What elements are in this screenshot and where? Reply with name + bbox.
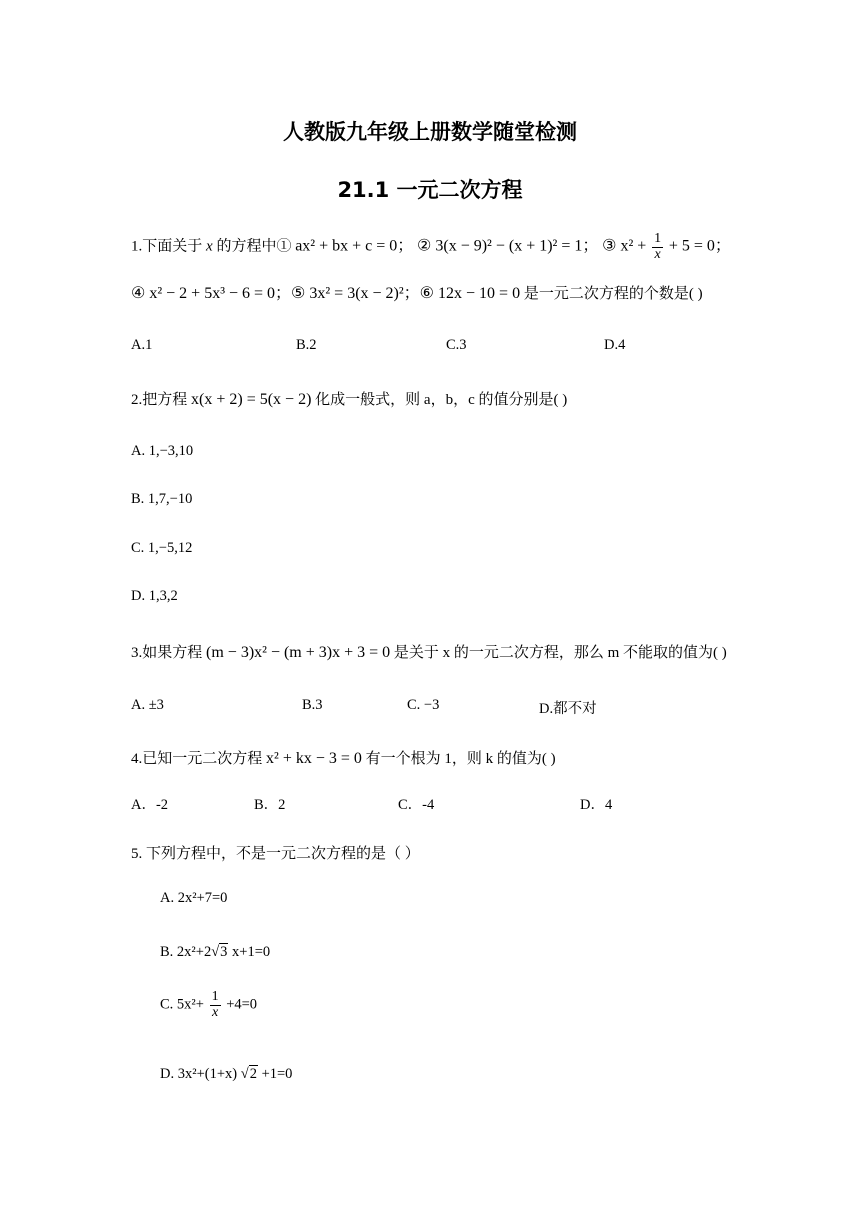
q4-equation: x² + kx − 3 = 0 — [266, 750, 362, 767]
q2-prefix: 2.把方程 — [131, 392, 188, 408]
q4-prefix: 4.已知一元二次方程 — [131, 751, 263, 767]
q3-equation: (m − 3)x² − (m + 3)x + 3 = 0 — [206, 644, 391, 661]
q1-mid: 的方程中① — [216, 238, 292, 255]
q5-option-c-numerator: 1 — [211, 989, 219, 1004]
q3-option-a[interactable]: A. ±3 — [131, 697, 164, 713]
q5-option-c-suffix: +4=0 — [226, 996, 258, 1013]
q1-equation-3-prefix: ③ x² + — [602, 237, 647, 255]
q2-suffix: 化成一般式，则 a，b，c 的值分别是( ) — [315, 392, 568, 408]
q5-option-d[interactable] — [160, 1066, 292, 1083]
q1-option-a[interactable]: A.1 — [131, 337, 153, 353]
q4-option-b[interactable]: B．2 — [254, 797, 286, 813]
q4-option-c[interactable]: C．-4 — [398, 797, 435, 813]
q3-suffix: 是关于 x 的一元二次方程，那么 m 不能取的值为( ) — [393, 645, 727, 661]
q2-equation: x(x + 2) = 5(x − 2) — [191, 391, 312, 408]
q1-tail: 是一元二次方程的个数是( ) — [523, 286, 703, 302]
q1-option-d[interactable]: D.4 — [604, 337, 626, 353]
q5-option-c-fraction — [210, 990, 221, 1020]
q1-equation-1: ax² + bx + c = 0； — [295, 237, 414, 255]
sqrt-icon: √ — [240, 1066, 249, 1082]
q3-option-c[interactable]: C. −3 — [407, 697, 440, 713]
q1-prefix: 1.下面关于 — [131, 238, 203, 255]
q3-option-b[interactable]: B.3 — [302, 697, 323, 713]
q1-equation-3-suffix: + 5 = 0； — [668, 237, 731, 255]
question-5: 5. 下列方程中，不是一元二次方程的是（ ） — [131, 846, 420, 862]
q4-option-a[interactable]: A．-2 — [131, 797, 169, 813]
q1-equation-2: ② 3(x − 9)² − (x + 1)² = 1； — [417, 237, 599, 255]
q2-option-b[interactable]: B. 1,7,−10 — [131, 491, 193, 507]
q5-option-c-prefix: C. 5x²+ — [160, 996, 204, 1013]
q1-option-c[interactable]: C.3 — [446, 337, 467, 353]
q5-option-a[interactable]: A. 2x²+7=0 — [160, 890, 228, 906]
q1-fraction-numerator: 1 — [654, 231, 662, 246]
question-4 — [131, 747, 556, 768]
q4-option-d[interactable]: D．4 — [580, 797, 613, 813]
q2-option-a[interactable]: A. 1,−3,10 — [131, 443, 194, 459]
q3-prefix: 3.如果方程 — [131, 645, 203, 661]
q5-option-b-suffix: x+1=0 — [232, 944, 271, 960]
q5-option-b[interactable] — [160, 944, 270, 961]
sqrt-icon: √ — [211, 944, 220, 960]
q5-option-b-radical — [211, 944, 228, 961]
question-1-line-2 — [131, 280, 703, 303]
q1-fraction — [652, 232, 663, 262]
question-1-line-1 — [131, 232, 731, 262]
q1-fraction-denominator: x — [654, 246, 661, 262]
q1-option-b[interactable]: B.2 — [296, 337, 317, 353]
q2-option-c[interactable]: C. 1,−5,12 — [131, 540, 193, 556]
q4-suffix: 有一个根为 1，则 k 的值为( ) — [365, 751, 556, 767]
q3-option-d[interactable]: D.都不对 — [539, 701, 597, 717]
q5-option-d-prefix: D. 3x²+(1+x) — [160, 1066, 238, 1082]
q5-option-d-suffix: +1=0 — [261, 1066, 293, 1082]
question-3 — [131, 641, 727, 662]
section-title: 21.1 一元二次方程 — [337, 178, 523, 202]
q1-variable: x — [206, 238, 213, 255]
q2-option-d[interactable]: D. 1,3,2 — [131, 588, 178, 604]
q5-option-d-radicand: 2 — [249, 1066, 257, 1082]
q5-option-d-radical — [241, 1066, 258, 1083]
question-2 — [131, 388, 567, 409]
page-title: 人教版九年级上册数学随堂检测 — [283, 120, 577, 144]
q5-option-c-denominator: x — [211, 1004, 219, 1020]
q1-equations-4-6: ④ x² − 2 + 5x³ − 6 = 0；⑤ 3x² = 3(x − 2)²；⑥ 12x − 10 = 0 — [131, 285, 521, 302]
q5-option-b-radicand: 3 — [220, 944, 228, 960]
q5-option-c[interactable] — [160, 990, 257, 1020]
q5-option-b-prefix: B. 2x²+2 — [160, 944, 212, 960]
